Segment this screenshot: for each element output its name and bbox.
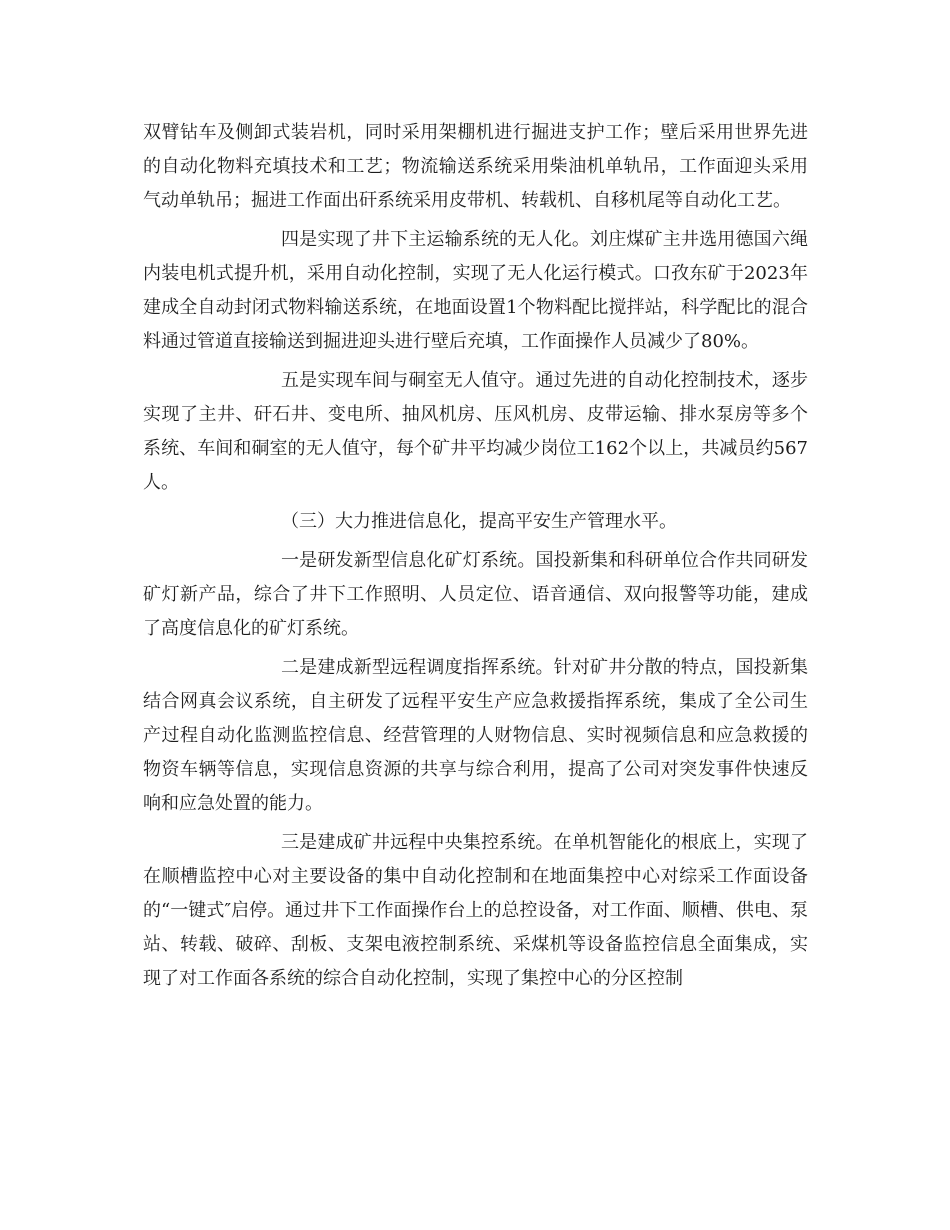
document-body	[143, 116, 808, 1001]
paragraph-2: 四是实现了井下主运输系统的无人化。刘庄煤矿主井选用德国六绳内装电机式提升机，采用自动化控制，实现了无人化运行模式。口孜东矿于2023年建成全自动封闭式物料输送系统，在地面设置1个物料配比搅拌站，科学配比的混合料通过管道直接输送到掘进迎头进行壁后充填，工作面操作人员减少了80%。	[143, 229, 808, 352]
paragraph-5: 一是研发新型信息化矿灯系统。国投新集和科研单位合作共同研发矿灯新产品，综合了井下工作照明、人员定位、语音通信、双向报警等功能，建成了高度信息化的矿灯系统。	[143, 550, 808, 639]
paragraph-1: 双臂钻车及侧卸式装岩机，同时采用架棚机进行掘进支护工作；壁后采用世界先进的自动化物料充填技术和工艺；物流输送系统采用柴油机单轨吊，工作面迎头采用气动单轨吊；掘进工作面出矸系统采用皮带机、转载机、自移机尾等自动化工艺。	[143, 122, 808, 211]
paragraph-7: 三是建成矿井远程中央集控系统。在单机智能化的根底上，实现了在顺槽监控中心对主要设备的集中自动化控制和在地面集控中心对综采工作面设备的“一键式″启停。通过井下工作面操作台上的总控设备，对工作面、顺槽、供电、泵站、转载、破碎、刮板、支架电液控制系统、采煤机等设备监控信息全面集成，实现了对工作面各系统的综合自动化控制，实现了集控中心的分区控制	[143, 832, 808, 989]
paragraph-6: 二是建成新型远程调度指挥系统。针对矿井分散的特点，国投新集结合网真会议系统，自主研发了远程平安生产应急救援指挥系统，集成了全公司生产过程自动化监测监控信息、经营管理的人财物信息、实时视频信息和应急救援的物资车辆等信息，实现信息资源的共享与综合利用，提高了公司对突发事件快速反响和应急处置的能力。	[143, 657, 808, 814]
paragraph-3: 五是实现车间与硐室无人值守。通过先进的自动化控制技术，逐步实现了主井、矸石井、变电所、抽风机房、压风机房、皮带运输、排水泵房等多个系统、车间和硐室的无人值守，每个矿井平均减少岗位工162个以上，共减员约567人。	[143, 370, 808, 493]
section-heading: （三）大力推进信息化，提高平安生产管理水平。	[281, 511, 677, 532]
